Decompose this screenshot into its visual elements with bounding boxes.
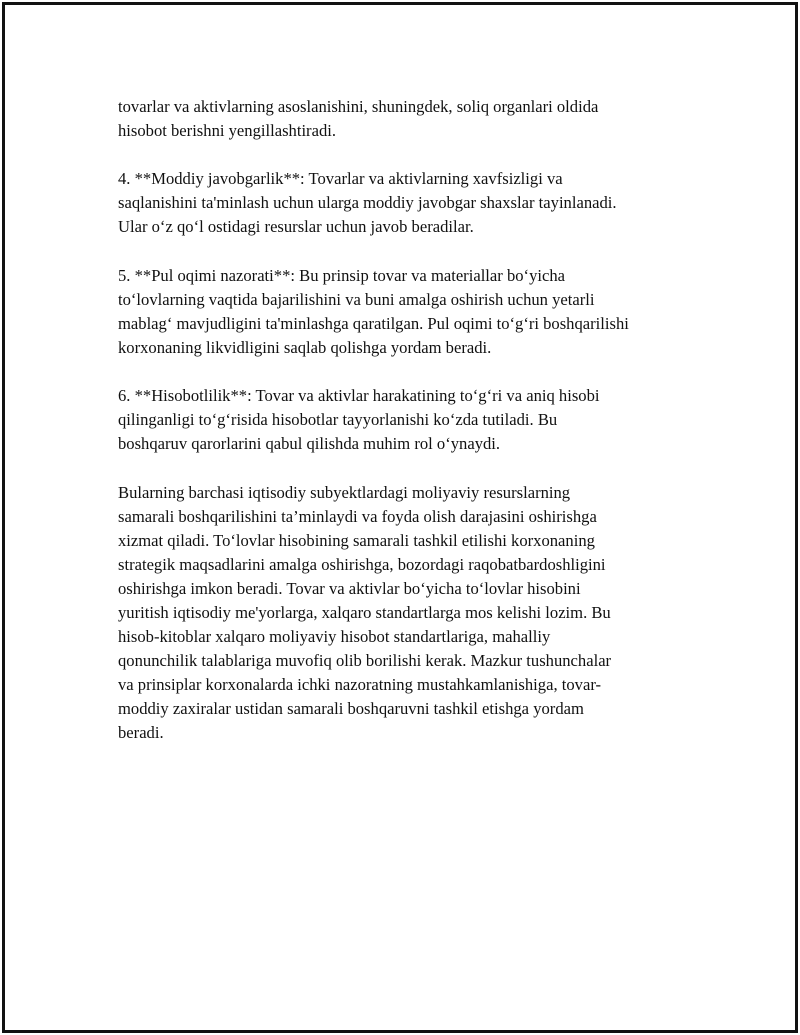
text-line: mablag‘ mavjudligini ta'minlashga qaratilgan. Pul oqimi to‘g‘ri boshqarilishi: [118, 313, 629, 333]
text-line: strategik maqsadlarini amalga oshirishga, bozordagi raqobatbardoshligini: [118, 554, 606, 574]
text-line: oshirishga imkon beradi. Tovar va aktivlar bo‘yicha to‘lovlar hisobini: [118, 578, 581, 598]
text-line: va prinsiplar korxonalarda ichki nazoratning mustahkamlanishiga, tovar-: [118, 675, 602, 695]
text-line: moddiy zaxiralar ustidan samarali boshqaruvni tashkil etishga yordam: [118, 699, 584, 719]
text-line: saqlanishini ta'minlash uchun ularga moddiy javobgar shaxslar tayinlanadi.: [118, 193, 617, 213]
text-line: 4. **Moddiy javobgarlik**: Tovarlar va aktivlarning xavfsizligi va: [118, 169, 563, 189]
text-line: yuritish iqtisodiy me'yorlarga, xalqaro standartlarga mos kelishi lozim. Bu: [118, 602, 611, 622]
paragraph-item-5: [118, 264, 698, 360]
text-line: 6. **Hisobotlilik**: Tovar va aktivlar harakatining to‘g‘ri va aniq hisobi: [118, 386, 600, 406]
text-line: to‘lovlarning vaqtida bajarilishini va buni amalga oshirish uchun yetarli: [118, 289, 595, 309]
paragraph-item-6: [118, 384, 698, 456]
text-line: samarali boshqarilishini ta’minlaydi va foyda olish darajasini oshirishga: [118, 506, 597, 526]
document-body: [118, 95, 698, 770]
text-line: Bularning barchasi iqtisodiy subyektlardagi moliyaviy resurslarning: [118, 482, 571, 502]
text-line: xizmat qiladi. To‘lovlar hisobining samarali tashkil etilishi korxonaning: [118, 530, 595, 550]
text-line: tovarlar va aktivlarning asoslanishini, shuningdek, soliq organlari oldida: [118, 97, 599, 116]
text-line: Ular o‘z qo‘l ostidagi resurslar uchun javob beradilar.: [118, 217, 474, 237]
paragraph-conclusion: [118, 481, 698, 746]
text-line: beradi.: [118, 723, 164, 743]
document-page: [2, 2, 798, 1033]
text-line: korxonaning likvidligini saqlab qolishga yordam beradi.: [118, 337, 492, 357]
text-line: boshqaruv qarorlarini qabul qilishda muhim rol o‘ynaydi.: [118, 434, 501, 454]
text-line: qilinganligi to‘g‘risida hisobotlar tayyorlanishi ko‘zda tutiladi. Bu: [118, 410, 558, 430]
text-line: hisobot berishni yengillashtiradi.: [118, 121, 336, 141]
text-line: qonunchilik talablariga muvofiq olib borilishi kerak. Mazkur tushunchalar: [118, 651, 612, 671]
text-line: 5. **Pul oqimi nazorati**: Bu prinsip tovar va materiallar bo‘yicha: [118, 265, 566, 285]
paragraph-intro-continuation: [118, 95, 698, 143]
paragraph-item-4: [118, 167, 698, 239]
text-line: hisob-kitoblar xalqaro moliyaviy hisobot standartlariga, mahalliy: [118, 627, 551, 647]
